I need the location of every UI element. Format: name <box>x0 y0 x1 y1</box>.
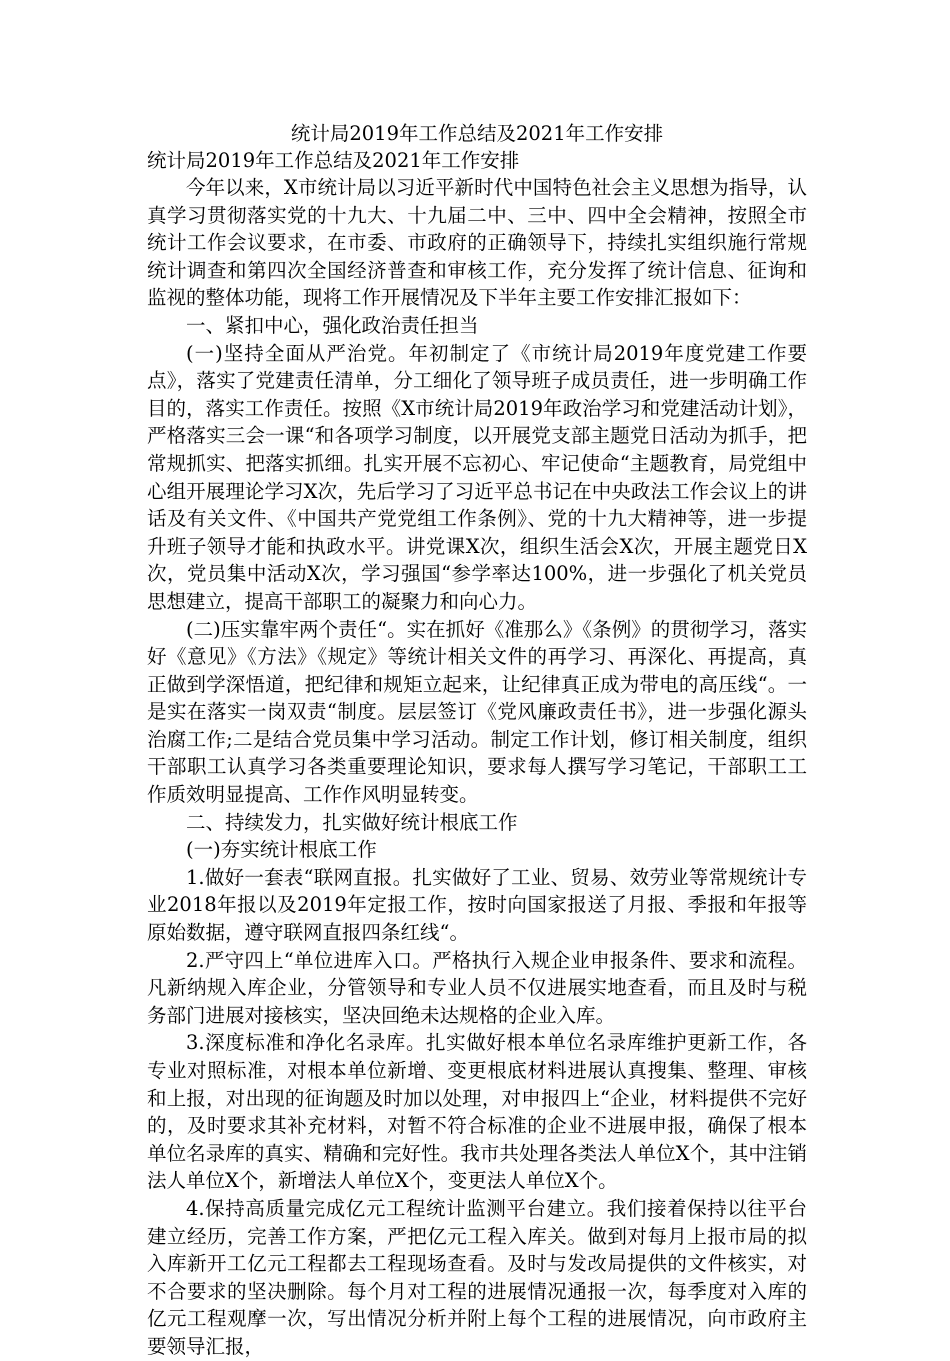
document-body <box>147 174 807 1361</box>
subsection-heading-1: (一)夯实统计根底工作 <box>186 838 377 862</box>
section-heading-2: 二、持续发力，扎实做好统计根底工作 <box>186 810 518 834</box>
section-heading-1: 一、紧扣中心，强化政治责任担当 <box>186 313 479 337</box>
document-subtitle: 统计局2019年工作总结及2021年工作安排 <box>147 149 520 172</box>
paragraph-party-governance: (一)坚持全面从严治党。年初制定了《市统计局2019年度党建工作要点》，落实了党建责任清单，分工细化了领导班子成员责任，进一步明确工作目的，落实工作责任。按照《X市统计局2019年政治学习和党建活动计划》，严格落实三会一课“和各项学习制度，以开展党支部主题党日活动为抓手，把常规抓实、把落实抓细。扎实开展不忘初心、牢记使命“主题教育，局党组中心组开展理论学习X次，先后学习了习近平总书记在中央政法工作会议上的讲话及有关文件、《中国共产党党组工作条例》、党的十九大精神等，进一步提升班子领导才能和执政水平。讲党课X次，组织生活会X次，开展主题党日X次，党员集中活动X次，学习强国“参学率达100%，进一步强化了机关党员思想建立，提高干部职工的凝聚力和向心力。 <box>147 341 807 613</box>
paragraph-item-3: 3.深度标准和净化名录库。扎实做好根本单位名录库维护更新工作，各专业对照标准，对根本单位新增、变更根底材料进展认真搜集、整理、审核和上报，对出现的征询题及时加以处理，对申报四上“企业，材料提供不完好的，及时要求其补充材料，对暂不符合标准的企业不进展申报，确保了根本单位名录库的真实、精确和完好性。我市共处理各类法人单位X个，其中注销法人单位X个，新增法人单位X个，变更法人单位X个。 <box>147 1031 807 1193</box>
document-title: 统计局2019年工作总结及2021年工作安排 <box>290 122 664 145</box>
paragraph-item-1: 1.做好一套表“联网直报。扎实做好了工业、贸易、效劳业等常规统计专业2018年报以及2019年定报工作，按时向国家报送了月报、季报和年报等原始数据，遵守联网直报四条红线“。 <box>147 865 807 945</box>
paragraph-intro: 今年以来，X市统计局以习近平新时代中国特色社会主义思想为指导，认真学习贯彻落实党的十九大、十九届二中、三中、四中全会精神，按照全市统计工作会议要求，在市委、市政府的正确领导下，持续扎实组织施行常规统计调查和第四次全国经济普查和审核工作，充分发挥了统计信息、征询和监视的整体功能，现将工作开展情况及下半年主要工作安排汇报如下： <box>147 176 807 310</box>
paragraph-item-2: 2.严守四上“单位进库入口。严格执行入规企业申报条件、要求和流程。凡新纳规入库企业，分管领导和专业人员不仅进展实地查看，而且及时与税务部门进展对接核实，坚决回绝未达规格的企业入库。 <box>147 948 807 1027</box>
document-page <box>147 120 807 1361</box>
paragraph-two-responsibilities: (二)压实靠牢两个责任“。实在抓好《准那么》《条例》的贯彻学习，落实好《意见》《方法》《规定》等统计相关文件的再学习、再深化、再提高，真正做到学深悟道，把纪律和规矩立起来，让纪律真正成为带电的高压线“。一是实在落实一岗双责“制度。层层签订《党风廉政责任书》，进一步强化源头治腐工作;二是结合党员集中学习活动。制定工作计划，修订相关制度，组织干部职工认真学习各类重要理论知识，要求每人撰写学习笔记，干部职工工作质效明显提高、工作作风明显转变。 <box>147 617 807 807</box>
paragraph-item-4: 4.保持高质量完成亿元工程统计监测平台建立。我们接着保持以往平台建立经历，完善工作方案，严把亿元工程入库关。做到对每月上报市局的拟入库新开工亿元工程都去工程现场查看。及时与发改局提供的文件核实，对不合要求的坚决删除。每个月对工程的进展情况通报一次，每季度对入库的亿元工程观摩一次，写出情况分析并附上每个工程的进展情况，向市政府主要领导汇报， <box>147 1196 807 1358</box>
